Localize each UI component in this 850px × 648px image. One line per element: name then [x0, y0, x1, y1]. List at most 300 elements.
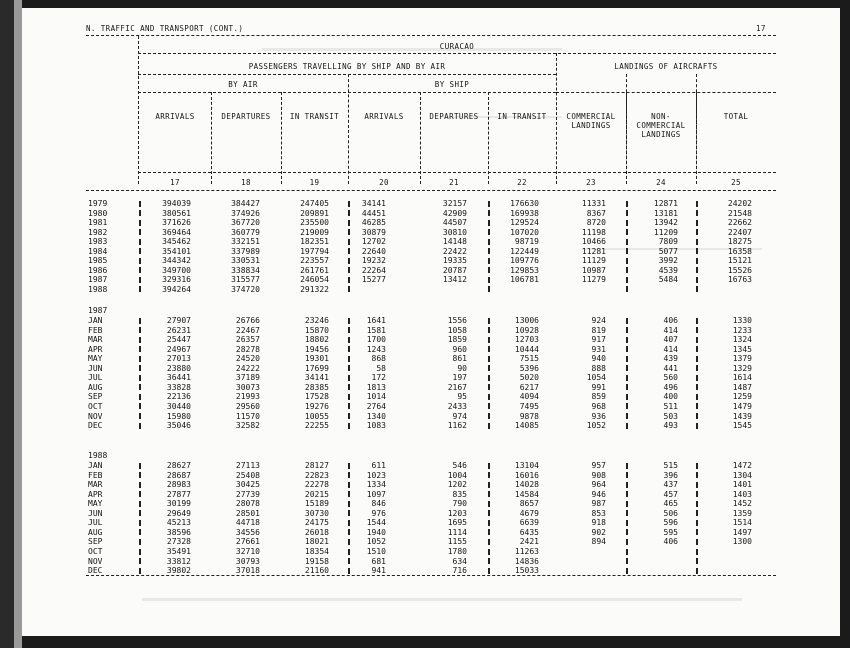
column-number: 20: [379, 178, 389, 187]
table-cell: 107020: [510, 227, 539, 237]
table-cell: 1452: [732, 499, 752, 509]
row-separator-mark: [696, 248, 698, 254]
table-cell: 16763: [727, 275, 752, 285]
table-cell: 21993: [235, 392, 260, 402]
table-cell: 32710: [235, 547, 260, 556]
table-cell: 8367: [586, 208, 606, 218]
table-cell: 4539: [658, 265, 678, 275]
table-cell: 109776: [510, 256, 539, 266]
table-cell: 20787: [442, 265, 467, 275]
table-cell: 1054: [586, 373, 606, 383]
table-cell: 384427: [231, 199, 260, 208]
table-cell: 1614: [732, 373, 752, 383]
table-cell: 28501: [235, 508, 260, 518]
table-cell: 19456: [304, 344, 329, 354]
row-separator-mark: [626, 568, 628, 574]
table-cell: 14836: [514, 556, 539, 566]
header-rule-5: [86, 190, 776, 191]
table-cell: 5077: [658, 246, 678, 256]
table-cell: 34141: [361, 199, 386, 208]
column-number: 21: [449, 178, 459, 187]
row-label: MAR: [88, 335, 103, 345]
table-cell: 1340: [366, 411, 386, 421]
column-number: 22: [517, 178, 527, 187]
table-cell: 24222: [235, 363, 260, 373]
table-cell: 24175: [304, 518, 329, 528]
column-label: TOTAL: [723, 112, 749, 121]
table-cell: 4679: [519, 508, 539, 518]
scan-page-edge: [14, 0, 22, 648]
row-separator-mark: [696, 267, 698, 273]
table-cell: 26766: [235, 316, 260, 325]
column-label: IN TRANSIT: [497, 112, 547, 121]
table-cell: 11209: [653, 227, 678, 237]
table-cell: 10444: [514, 344, 539, 354]
table-cell: 1202: [447, 480, 467, 490]
table-cell: 908: [591, 470, 606, 480]
table-cell: 39802: [166, 566, 191, 575]
table-cell: 209891: [300, 208, 329, 218]
table-cell: 197: [452, 373, 467, 383]
table-cell: 6435: [519, 527, 539, 537]
table-cell: 20215: [304, 489, 329, 499]
table-cell: 1052: [586, 421, 606, 431]
table-cell: 1083: [366, 421, 386, 431]
table-cell: 414: [663, 325, 678, 335]
row-label: MAY: [88, 354, 103, 364]
table-cell: 1233: [732, 325, 752, 335]
table-cell: 13412: [442, 275, 467, 285]
row-label: JUN: [88, 508, 103, 518]
table-cell: 1510: [366, 547, 386, 556]
table-cell: 6217: [519, 382, 539, 392]
row-label: JUN: [88, 363, 103, 373]
table-cell: 369464: [162, 227, 191, 237]
table-cell: 44451: [361, 208, 386, 218]
landings-group-title: LANDINGS OF AIRCRAFTS: [614, 62, 718, 71]
table-cell: 441: [663, 363, 678, 373]
table-cell: 34141: [304, 373, 329, 383]
table-cell: 38596: [166, 527, 191, 537]
row-separator-mark: [696, 210, 698, 216]
table-cell: 291322: [300, 284, 329, 294]
row-separator-mark: [696, 501, 698, 507]
row-label: 1986: [88, 265, 108, 275]
table-cell: 22640: [361, 246, 386, 256]
label-column-divider: [138, 36, 139, 184]
table-cell: 1162: [447, 421, 467, 431]
table-cell: 1859: [447, 335, 467, 345]
table-cell: 22422: [442, 246, 467, 256]
table-cell: 95: [457, 392, 467, 402]
table-cell: 28983: [166, 480, 191, 490]
header-rule-1: [138, 53, 776, 54]
table-cell: 1052: [366, 537, 386, 547]
row-label: 1981: [88, 218, 108, 228]
table-cell: 861: [452, 354, 467, 364]
table-cell: 868: [371, 354, 386, 364]
table-cell: 1004: [447, 470, 467, 480]
row-separator-mark: [696, 529, 698, 535]
table-cell: 11198: [581, 227, 606, 237]
table-cell: 15033: [514, 566, 539, 575]
table-cell: 15189: [304, 499, 329, 509]
table-cell: 223557: [300, 256, 329, 266]
table-cell: 129853: [510, 265, 539, 275]
table-cell: 374926: [231, 208, 260, 218]
table-cell: 26231: [166, 325, 191, 335]
table-cell: 23246: [304, 316, 329, 325]
row-label: OCT: [88, 401, 103, 411]
table-cell: 1581: [366, 325, 386, 335]
bottom-rule: [86, 575, 776, 576]
table-cell: 18021: [304, 537, 329, 547]
table-cell: 846: [371, 499, 386, 509]
table-cell: 15980: [166, 411, 191, 421]
year-heading: 1988: [88, 451, 108, 460]
table-cell: 182351: [300, 237, 329, 247]
table-cell: 4094: [519, 392, 539, 402]
table-cell: 219009: [300, 227, 329, 237]
table-cell: 44718: [235, 518, 260, 528]
column-divider: [488, 92, 489, 184]
passengers-group-title: PASSENGERS TRAVELLING BY SHIP AND BY AIR: [248, 62, 446, 71]
table-cell: 29560: [235, 401, 260, 411]
table-cell: 29649: [166, 508, 191, 518]
table-cell: 28385: [304, 382, 329, 392]
table-cell: 337989: [231, 246, 260, 256]
row-separator-mark: [626, 286, 628, 292]
table-cell: 19158: [304, 556, 329, 566]
table-cell: 13181: [653, 208, 678, 218]
table-cell: 14028: [514, 480, 539, 490]
table-cell: 465: [663, 499, 678, 509]
table-cell: 790: [452, 499, 467, 509]
column-number: 17: [170, 178, 180, 187]
table-cell: 22255: [304, 421, 329, 431]
table-cell: 27113: [235, 461, 260, 470]
row-label: MAR: [88, 480, 103, 490]
table-cell: 394039: [162, 199, 191, 208]
row-separator-mark: [488, 286, 490, 292]
table-cell: 1780: [447, 547, 467, 556]
table-cell: 406: [663, 316, 678, 325]
row-separator-mark: [696, 346, 698, 352]
table-cell: 503: [663, 411, 678, 421]
table-cell: 1329: [732, 363, 752, 373]
table-cell: 1097: [366, 489, 386, 499]
table-cell: 414: [663, 344, 678, 354]
table-cell: 45213: [166, 518, 191, 528]
table-cell: 30793: [235, 556, 260, 566]
table-cell: 30879: [361, 227, 386, 237]
table-cell: 1114: [447, 527, 467, 537]
table-cell: 18275: [727, 237, 752, 247]
row-separator-mark: [696, 318, 698, 324]
table-cell: 338834: [231, 265, 260, 275]
table-cell: 35046: [166, 421, 191, 431]
table-cell: 10055: [304, 411, 329, 421]
table-cell: 37018: [235, 566, 260, 575]
row-separator-mark: [696, 568, 698, 574]
row-label: SEP: [88, 537, 103, 547]
table-cell: 330531: [231, 256, 260, 266]
table-cell: 27877: [166, 489, 191, 499]
table-cell: 13006: [514, 316, 539, 325]
row-separator-mark: [696, 403, 698, 409]
row-separator-mark: [696, 510, 698, 516]
table-cell: 19276: [304, 401, 329, 411]
table-cell: 1479: [732, 401, 752, 411]
table-cell: 394264: [162, 284, 191, 294]
table-cell: 1401: [732, 480, 752, 490]
table-cell: 15277: [361, 275, 386, 285]
table-cell: 406: [663, 537, 678, 547]
table-cell: 22662: [727, 218, 752, 228]
table-cell: 11279: [581, 275, 606, 285]
air-ship-divider: [348, 74, 349, 184]
table-cell: 27013: [166, 354, 191, 364]
table-cell: 853: [591, 508, 606, 518]
by-air-title: BY AIR: [228, 80, 258, 89]
column-divider: [626, 74, 627, 184]
table-cell: 595: [663, 527, 678, 537]
table-cell: 22407: [727, 227, 752, 237]
table-cell: 11331: [581, 199, 606, 208]
table-cell: 21548: [727, 208, 752, 218]
table-cell: 16358: [727, 246, 752, 256]
row-separator-mark: [696, 491, 698, 497]
table-cell: 30440: [166, 401, 191, 411]
table-cell: 1545: [732, 421, 752, 431]
table-cell: 3992: [658, 256, 678, 266]
column-label: DEPARTURES: [429, 112, 479, 121]
table-cell: 24202: [727, 199, 752, 208]
table-cell: 941: [371, 566, 386, 575]
document-page: [22, 8, 840, 636]
table-cell: 28627: [166, 461, 191, 470]
table-cell: 329316: [162, 275, 191, 285]
table-cell: 46285: [361, 218, 386, 228]
table-cell: 496: [663, 382, 678, 392]
table-cell: 1556: [447, 316, 467, 325]
row-separator-mark: [348, 286, 350, 292]
row-label: JAN: [88, 461, 103, 470]
row-label: MAY: [88, 499, 103, 509]
table-cell: 27328: [166, 537, 191, 547]
table-cell: 349700: [162, 265, 191, 275]
row-separator-mark: [696, 423, 698, 429]
table-cell: 2764: [366, 401, 386, 411]
table-cell: 596: [663, 518, 678, 528]
table-cell: 36441: [166, 373, 191, 383]
table-cell: 1023: [366, 470, 386, 480]
table-cell: 28078: [235, 499, 260, 509]
table-cell: 11281: [581, 246, 606, 256]
table-cell: 1813: [366, 382, 386, 392]
table-cell: 1487: [732, 382, 752, 392]
table-cell: 18354: [304, 547, 329, 556]
row-label: DEC: [88, 421, 103, 431]
year-heading: 1987: [88, 306, 108, 315]
table-cell: 28687: [166, 470, 191, 480]
table-cell: 1379: [732, 354, 752, 364]
table-cell: 1324: [732, 335, 752, 345]
row-separator-mark: [696, 482, 698, 488]
row-label: 1979: [88, 199, 108, 208]
table-cell: 8720: [586, 218, 606, 228]
header-rule-2: [138, 74, 556, 75]
table-cell: 13104: [514, 461, 539, 470]
column-label: DEPARTURES: [221, 112, 271, 121]
region-title: CURACAO: [439, 42, 475, 51]
table-cell: 946: [591, 489, 606, 499]
table-cell: 835: [452, 489, 467, 499]
table-cell: 367720: [231, 218, 260, 228]
table-cell: 33812: [166, 556, 191, 566]
table-cell: 129524: [510, 218, 539, 228]
column-label: COMMERCIAL LANDINGS: [566, 112, 616, 130]
table-cell: 172: [371, 373, 386, 383]
table-cell: 1300: [732, 537, 752, 547]
row-separator-mark: [696, 472, 698, 478]
table-cell: 634: [452, 556, 467, 566]
table-cell: 1345: [732, 344, 752, 354]
row-label: AUG: [88, 527, 103, 537]
table-cell: 493: [663, 421, 678, 431]
table-cell: 940: [591, 354, 606, 364]
table-cell: 546: [452, 461, 467, 470]
column-number: 23: [586, 178, 596, 187]
table-cell: 917: [591, 335, 606, 345]
column-label: ARRIVALS: [364, 112, 404, 121]
table-cell: 1155: [447, 537, 467, 547]
table-cell: 345462: [162, 237, 191, 247]
table-cell: 30199: [166, 499, 191, 509]
table-cell: 1330: [732, 316, 752, 325]
table-cell: 1203: [447, 508, 467, 518]
row-label: 1988: [88, 284, 108, 294]
table-cell: 918: [591, 518, 606, 528]
table-cell: 332151: [231, 237, 260, 247]
table-cell: 7809: [658, 237, 678, 247]
table-cell: 902: [591, 527, 606, 537]
table-cell: 17699: [304, 363, 329, 373]
row-label: OCT: [88, 547, 103, 556]
table-cell: 22278: [304, 480, 329, 490]
table-cell: 12871: [653, 199, 678, 208]
header-rule-4: [138, 172, 776, 173]
table-cell: 13942: [653, 218, 678, 228]
table-cell: 1497: [732, 527, 752, 537]
row-separator-mark: [696, 384, 698, 390]
table-cell: 2433: [447, 401, 467, 411]
table-cell: 90: [457, 363, 467, 373]
table-cell: 19335: [442, 256, 467, 266]
row-label: AUG: [88, 382, 103, 392]
table-cell: 10987: [581, 265, 606, 275]
table-cell: 437: [663, 480, 678, 490]
table-cell: 7495: [519, 401, 539, 411]
table-cell: 28278: [235, 344, 260, 354]
column-label: IN TRANSIT: [289, 112, 340, 121]
row-label: 1987: [88, 275, 108, 285]
table-cell: 14148: [442, 237, 467, 247]
row-label: JUL: [88, 518, 103, 528]
table-cell: 964: [591, 480, 606, 490]
table-cell: 16016: [514, 470, 539, 480]
table-cell: 1304: [732, 470, 752, 480]
table-cell: 26357: [235, 335, 260, 345]
row-separator-mark: [696, 356, 698, 362]
table-cell: 894: [591, 537, 606, 547]
column-divider: [696, 74, 697, 184]
table-cell: 5484: [658, 275, 678, 285]
table-cell: 25447: [166, 335, 191, 345]
table-cell: 819: [591, 325, 606, 335]
row-label: 1982: [88, 227, 108, 237]
table-cell: 1514: [732, 518, 752, 528]
table-cell: 261761: [300, 265, 329, 275]
table-cell: 716: [452, 566, 467, 575]
table-cell: 1403: [732, 489, 752, 499]
table-cell: 974: [452, 411, 467, 421]
table-cell: 2421: [519, 537, 539, 547]
table-cell: 246054: [300, 275, 329, 285]
row-label: 1980: [88, 208, 108, 218]
row-separator-mark: [696, 549, 698, 555]
table-cell: 457: [663, 489, 678, 499]
table-cell: 30073: [235, 382, 260, 392]
table-cell: 1259: [732, 392, 752, 402]
row-separator-mark: [696, 337, 698, 343]
table-cell: 30810: [442, 227, 467, 237]
table-cell: 931: [591, 344, 606, 354]
table-cell: 371626: [162, 218, 191, 228]
table-cell: 42909: [442, 208, 467, 218]
column-number: 19: [309, 178, 320, 187]
table-cell: 30425: [235, 480, 260, 490]
table-cell: 235500: [300, 218, 329, 228]
table-cell: 407: [663, 335, 678, 345]
row-label: 1984: [88, 246, 108, 256]
by-ship-title: BY SHIP: [434, 80, 470, 89]
row-label: FEB: [88, 470, 103, 480]
table-cell: 14584: [514, 489, 539, 499]
row-label: NOV: [88, 556, 103, 566]
row-label: 1983: [88, 237, 108, 247]
table-cell: 6639: [519, 518, 539, 528]
table-cell: 25408: [235, 470, 260, 480]
table-cell: 976: [371, 508, 386, 518]
row-separator-mark: [626, 558, 628, 564]
table-cell: 957: [591, 461, 606, 470]
table-cell: 681: [371, 556, 386, 566]
table-cell: 22467: [235, 325, 260, 335]
table-cell: 936: [591, 411, 606, 421]
column-label: ARRIVALS: [155, 112, 195, 121]
row-separator-mark: [696, 463, 698, 469]
table-cell: 10928: [514, 325, 539, 335]
table-cell: 611: [371, 461, 386, 470]
table-cell: 859: [591, 392, 606, 402]
top-rule: [86, 35, 776, 36]
table-cell: 1641: [366, 316, 386, 325]
table-cell: 176630: [510, 199, 539, 208]
table-cell: 22264: [361, 265, 386, 275]
table-cell: 1359: [732, 508, 752, 518]
table-cell: 1243: [366, 344, 386, 354]
